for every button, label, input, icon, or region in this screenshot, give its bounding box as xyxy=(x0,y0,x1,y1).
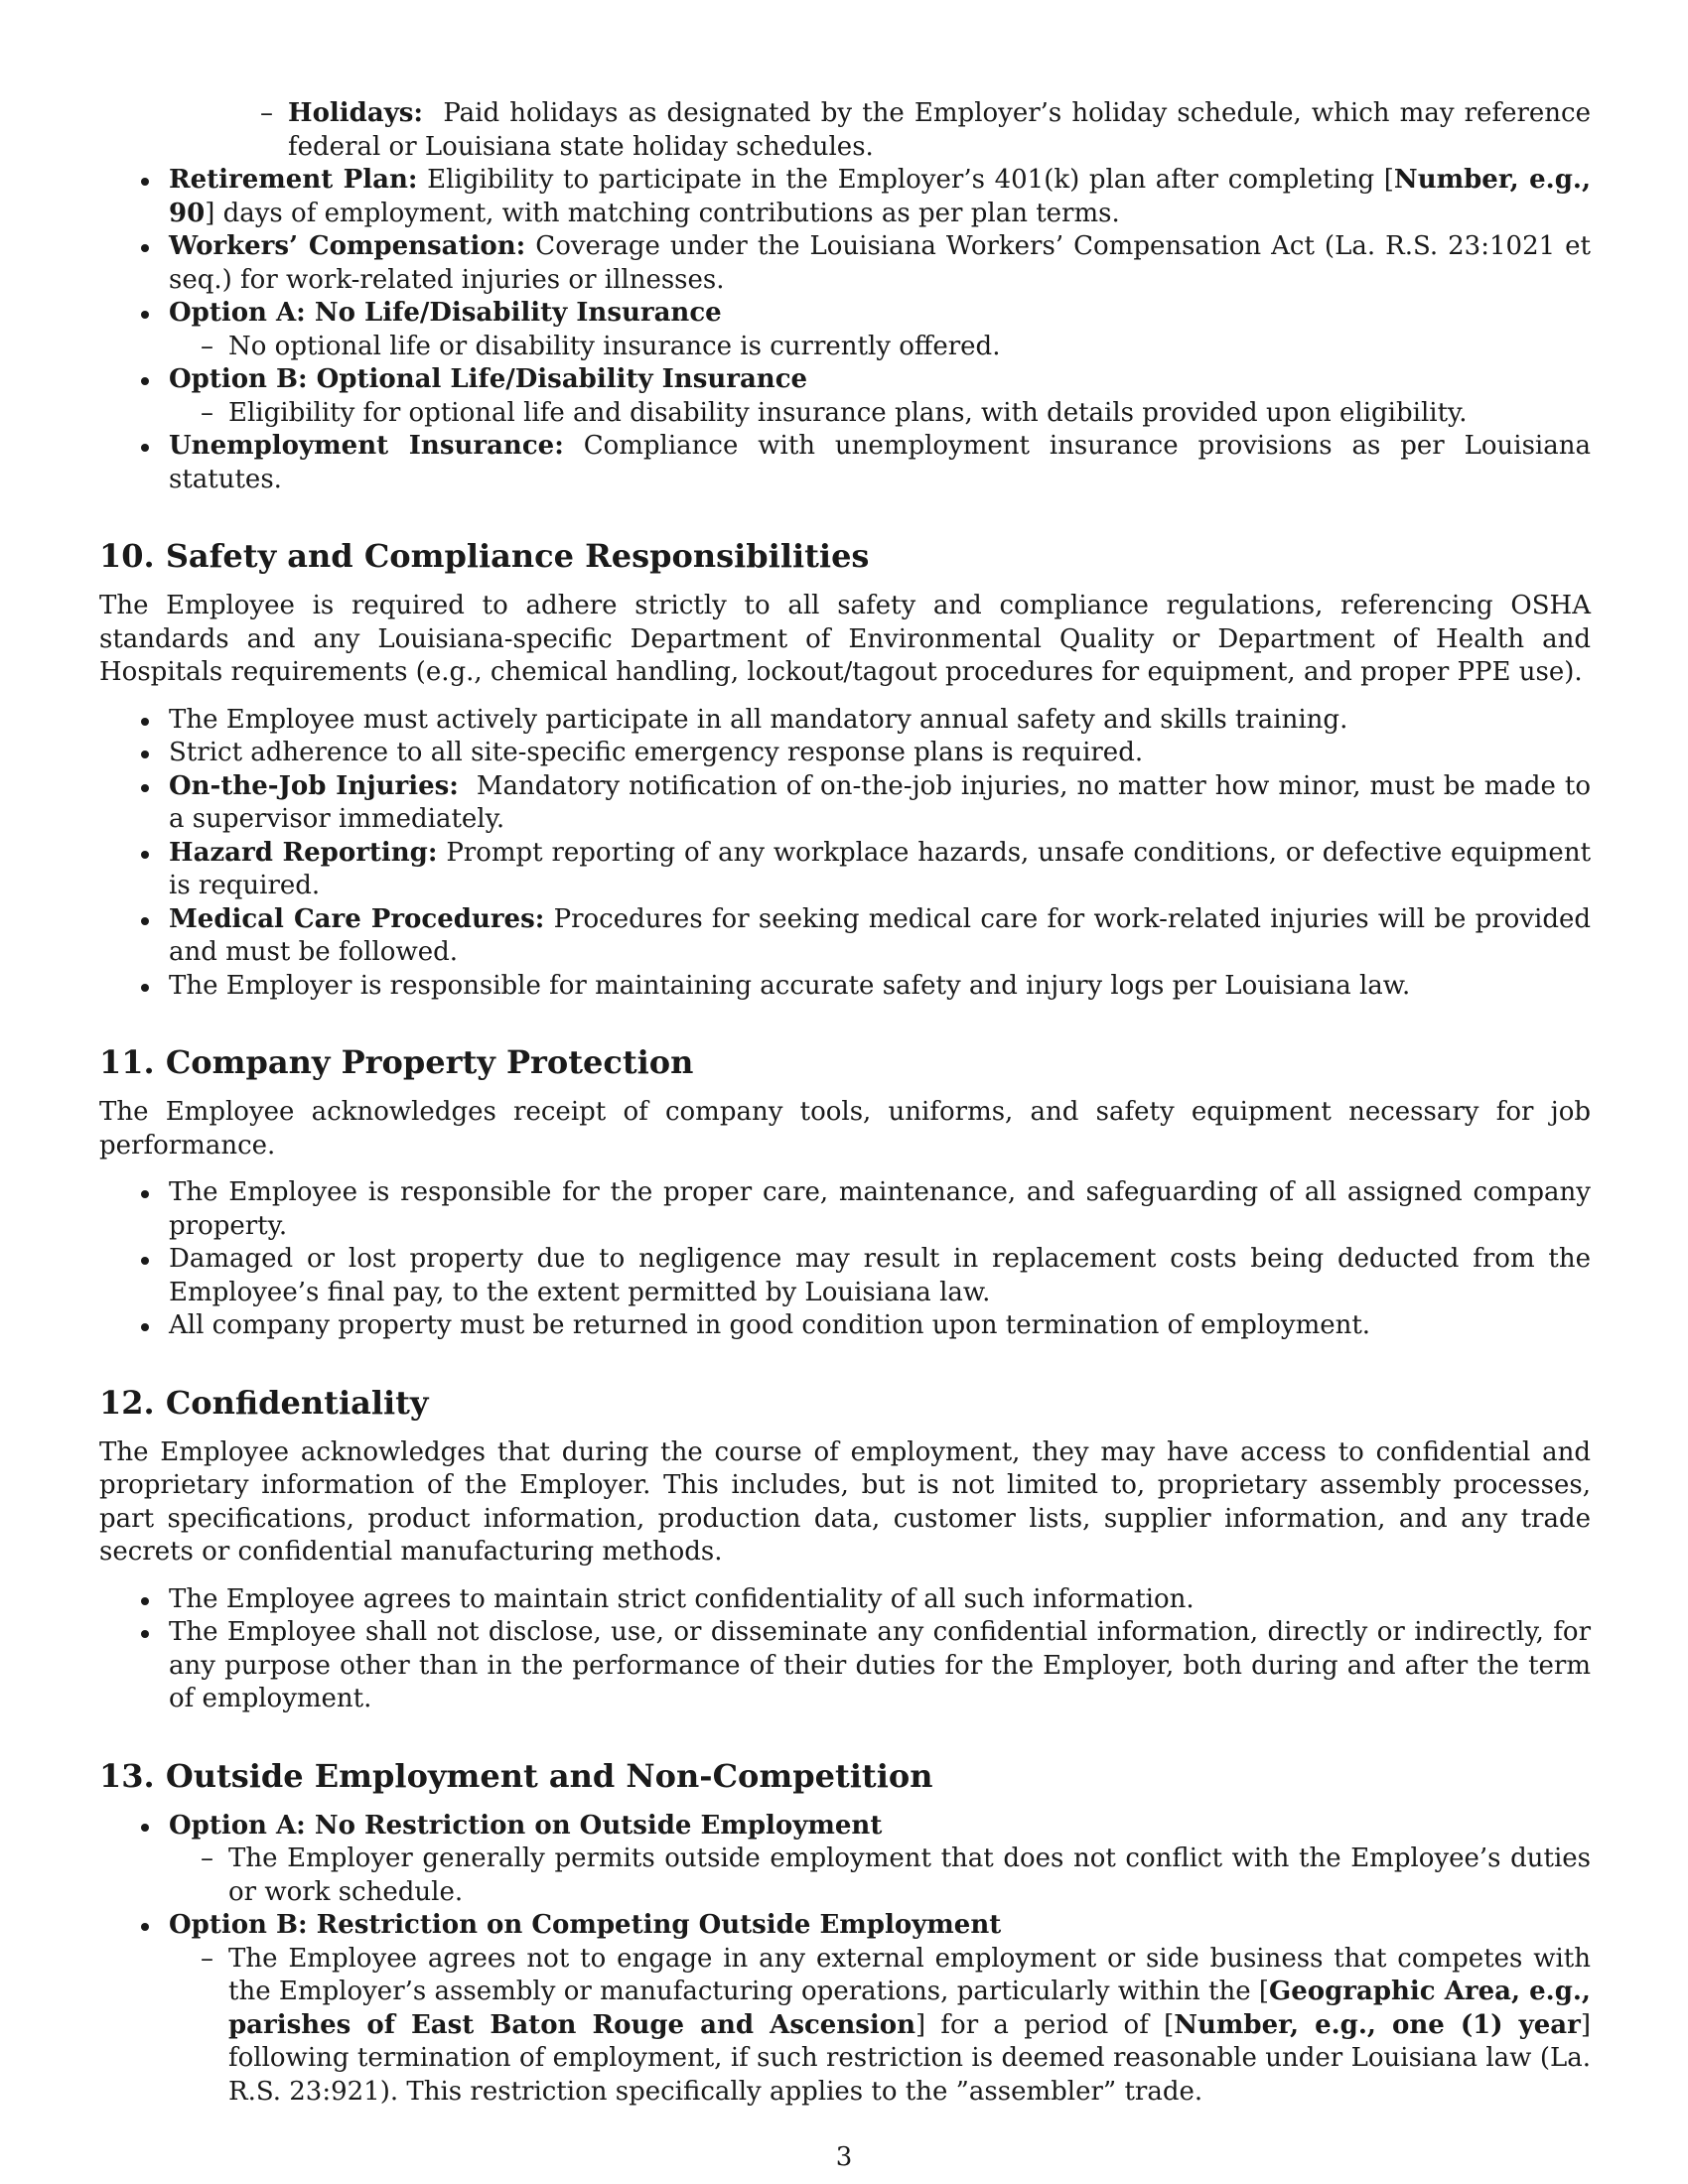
section-13-title: 13. Outside Employment and Non-Competition xyxy=(99,1756,933,1795)
benefits-list-continued xyxy=(99,97,1591,496)
retirement-plan-item: Retirement Plan: Eligibility to participate in the Employer’s 401(k) plan after completing [Number, e.g., 90] days of employment, with matching contributions as per plan terms. xyxy=(99,164,1591,230)
page-number: 3 xyxy=(835,2142,853,2172)
option-a-outside-employment: Option A: No Restriction on Outside Employment – The Employer generally permits outside employment that does not conflict with the Employee’s duties or work schedule. xyxy=(99,1810,1591,1910)
document-page xyxy=(99,97,1591,2109)
section-13 xyxy=(99,1756,1591,2110)
list-item: Strict adherence to all site-specific emergency response plans is required. xyxy=(99,737,1591,770)
list-item: Damaged or lost property due to negligence may result in replacement costs being deducted from the Employee’s final pay, to the extent permitted by Louisiana law. xyxy=(99,1243,1591,1309)
section-12-intro: The Employee acknowledges that during the course of employment, they may have access to confidential and proprietary information of the Employer. This includes, but is not limited to, proprietary assembly processes, part specifications, product information, production data, customer lists, supplier information, and any trade secrets or confidential manufacturing methods. xyxy=(99,1436,1591,1567)
list-item: On-the-Job Injuries: Mandatory notification of on-the-job injuries, no matter how minor, must be made to a supervisor immediately. xyxy=(99,770,1591,837)
list-item: Medical Care Procedures: Procedures for seeking medical care for work-related injuries will be provided and must be followed. xyxy=(99,903,1591,970)
option-a-outside-detail: – The Employer generally permits outside employment that does not conflict with the Employee’s duties or work schedule. xyxy=(169,1843,1591,1909)
list-item: The Employer is responsible for maintaining accurate safety and injury logs per Louisiana law. xyxy=(99,970,1591,1004)
option-b-outside-detail: – The Employee agrees not to engage in any external employment or side business that competes with the Employer’s assembly or manufacturing operations, particularly within the [Geographic Area, e.g., parishes of East Baton Rouge and Ascension] for a period of [Number, e.g., one (1) year] following termination of employment, if such restriction is deemed reasonable under Louisiana law (La. R.S. 23:921). This restriction specifically applies to the ”assembler” trade. xyxy=(169,1943,1591,2110)
section-11 xyxy=(99,1042,1591,1343)
section-10 xyxy=(99,536,1591,1003)
section-11-title: 11. Company Property Protection xyxy=(99,1043,694,1081)
list-item: The Employee is responsible for the proper care, maintenance, and safeguarding of all assigned company property. xyxy=(99,1176,1591,1243)
section-10-title: 10. Safety and Compliance Responsibilities xyxy=(99,537,870,575)
unemployment-insurance-item: Unemployment Insurance: Compliance with unemployment insurance provisions as per Louisiana statutes. xyxy=(99,430,1591,496)
list-item: All company property must be returned in good condition upon termination of employment. xyxy=(99,1309,1591,1343)
option-b-outside-employment: Option B: Restriction on Competing Outside Employment – The Employee agrees not to engage in any external employment or side business that competes with the Employer’s assembly or manufacturing operations, particularly within the [Geographic Area, e.g., parishes of East Baton Rouge and Ascension] for a period of [Number, e.g., one (1) year] following termination of employment, if such restriction is deemed reasonable under Louisiana law (La. R.S. 23:921). This restriction specifically applies to the ”assembler” trade. xyxy=(99,1909,1591,2109)
list-item: The Employee must actively participate in all mandatory annual safety and skills training. xyxy=(99,704,1591,738)
workers-compensation-item: Workers’ Compensation: Coverage under the Louisiana Workers’ Compensation Act (La. R.S. 23:1021 et seq.) for work-related injuries or illnesses. xyxy=(99,230,1591,297)
holidays-item: – Holidays: Paid holidays as designated by the Employer’s holiday schedule, which may reference federal or Louisiana state holiday schedules. xyxy=(228,97,1591,164)
section-12-title: 12. Confidentiality xyxy=(99,1383,429,1422)
section-10-intro: The Employee is required to adhere strictly to all safety and compliance regulations, referencing OSHA standards and any Louisiana-specific Department of Environmental Quality or Department of Health and Hospitals requirements (e.g., chemical handling, lockout/tagout procedures for equipment, and proper PPE use). xyxy=(99,591,1591,687)
option-a-insurance-item: Option A: No Life/Disability Insurance – No optional life or disability insurance is currently offered. xyxy=(99,297,1591,363)
option-a-insurance-detail: – No optional life or disability insurance is currently offered. xyxy=(169,331,1591,364)
option-b-insurance-item: Option B: Optional Life/Disability Insurance – Eligibility for optional life and disability insurance plans, with details provided upon eligibility. xyxy=(99,363,1591,430)
list-item: The Employee shall not disclose, use, or disseminate any confidential information, directly or indirectly, for any purpose other than in the performance of their duties for the Employer, both during and after the term of employment. xyxy=(99,1616,1591,1716)
option-b-insurance-detail: – Eligibility for optional life and disability insurance plans, with details provided upon eligibility. xyxy=(169,397,1591,431)
list-item: The Employee agrees to maintain strict confidentiality of all such information. xyxy=(99,1583,1591,1617)
list-item: Hazard Reporting: Prompt reporting of any workplace hazards, unsafe conditions, or defective equipment is required. xyxy=(99,837,1591,903)
section-11-intro: The Employee acknowledges receipt of company tools, uniforms, and safety equipment necessary for job performance. xyxy=(99,1097,1591,1160)
holidays-item-container xyxy=(228,97,1591,164)
section-12 xyxy=(99,1383,1591,1716)
